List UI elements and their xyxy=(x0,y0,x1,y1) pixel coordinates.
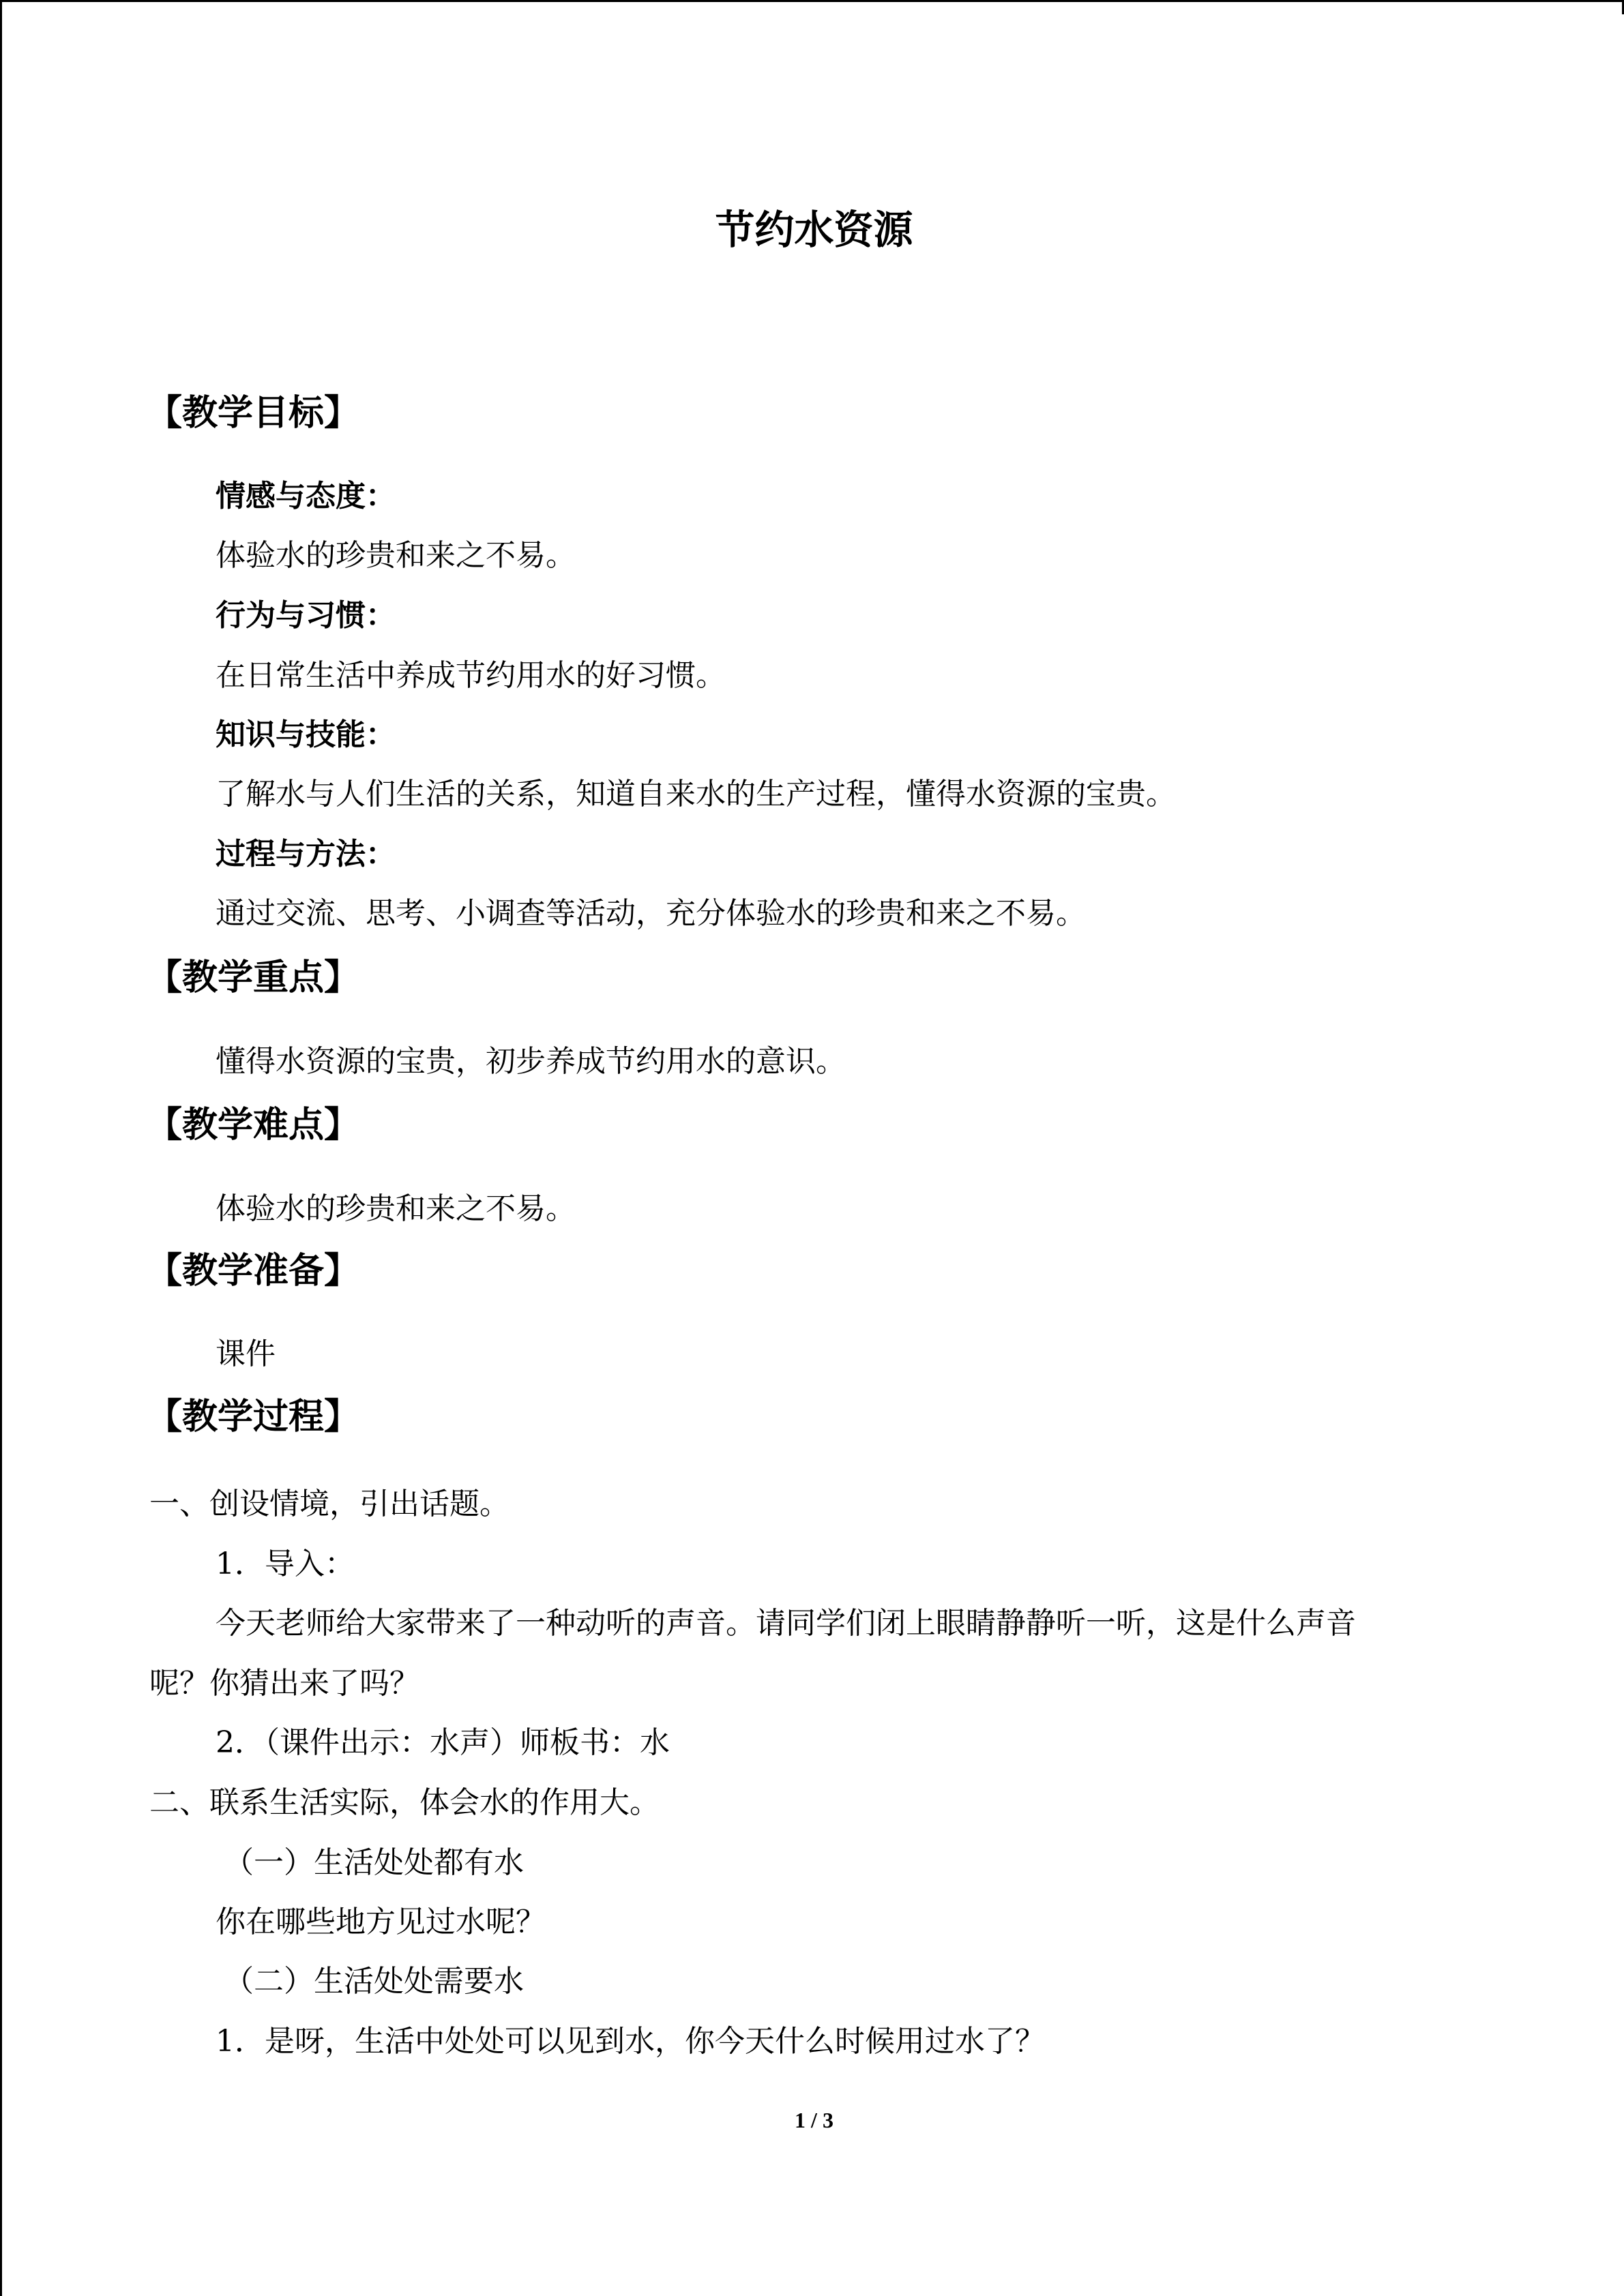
key-points-text: 懂得水资源的宝贵，初步养成节约用水的意识。 xyxy=(216,1044,846,1079)
difficulties-heading: 【教学难点】 xyxy=(147,1104,360,1146)
step1-text-line1: 今天老师给大家带来了一种动听的声音。请同学们闭上眼睛静静听一听，这是什么声音 xyxy=(216,1606,1356,1641)
preparation-text: 课件 xyxy=(216,1337,276,1371)
emotion-label: 情感与态度： xyxy=(216,479,396,513)
sub1-text: 你在哪些地方见过水呢？ xyxy=(216,1905,546,1939)
process-method-text: 通过交流、思考、小调查等活动，充分体验水的珍贵和来之不易。 xyxy=(216,896,1086,931)
sub2-step1: 1．是呀，生活中处处可以见到水，你今天什么时候用过水了？ xyxy=(216,2024,1045,2059)
preparation-heading: 【教学准备】 xyxy=(147,1250,360,1292)
behavior-text: 在日常生活中养成节约用水的好习惯。 xyxy=(216,658,726,693)
document-title: 节约水资源 xyxy=(715,207,913,253)
knowledge-text: 了解水与人们生活的关系，知道自来水的生产过程，懂得水资源的宝贵。 xyxy=(216,777,1176,811)
behavior-label: 行为与习惯： xyxy=(216,598,396,633)
key-points-heading: 【教学重点】 xyxy=(147,957,360,998)
sub1-title: （一）生活处处都有水 xyxy=(224,1845,524,1880)
part1-title: 一、创设情境，引出话题。 xyxy=(149,1487,510,1521)
knowledge-label: 知识与技能： xyxy=(216,717,396,752)
step2-text: 2．（课件出示：水声）师板书：水 xyxy=(216,1725,670,1760)
objectives-heading: 【教学目标】 xyxy=(147,392,360,434)
sub2-title: （二）生活处处需要水 xyxy=(224,1964,524,1999)
process-heading: 【教学过程】 xyxy=(147,1396,360,1437)
step1-label: 1．导入： xyxy=(216,1547,355,1581)
process-method-label: 过程与方法： xyxy=(216,837,396,871)
part2-title: 二、联系生活实际，体会水的作用大。 xyxy=(149,1785,660,1820)
difficulties-text: 体验水的珍贵和来之不易。 xyxy=(216,1191,576,1226)
page-number: 1 / 3 xyxy=(795,2108,833,2132)
step1-text-line2: 呢？你猜出来了吗？ xyxy=(149,1666,419,1701)
emotion-text: 体验水的珍贵和来之不易。 xyxy=(216,538,576,573)
